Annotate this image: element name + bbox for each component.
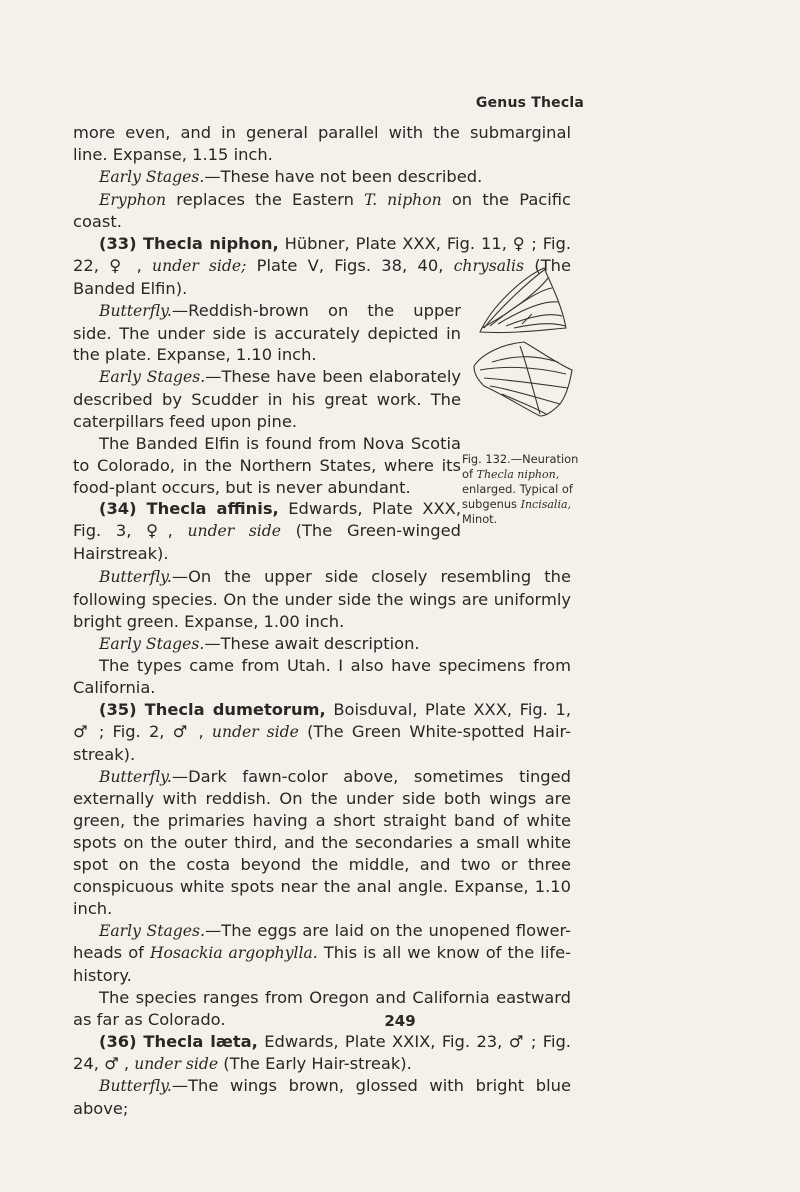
paragraph: Early Stages.—The eggs are laid on the unopened flower-heads of Hosackia argophylla. This is all we know of the life-history.: [73, 920, 572, 986]
page-number: 249: [384, 1012, 416, 1030]
paragraph: The types came from Utah. I also have specimens from California.: [73, 656, 571, 698]
running-header: Genus Thecla: [475, 95, 584, 111]
forewing-drawing: [480, 268, 566, 333]
paragraph: Butterfly.—Reddish-brown on the upper side. The under side is accurately depicted in the plate. Expanse, 1.10 inch.: [73, 300, 461, 365]
italic-label: Butterfly.: [99, 301, 172, 320]
figure-caption: Fig. 132.—Neuration of Thecla niphon, enlarged. Typical of subgenus Incisalia, Minot.: [462, 452, 579, 527]
species-heading: (36) Thecla læta,: [99, 1031, 258, 1051]
body-text-lower: [73, 566, 571, 1120]
italic-text: T. niphon: [364, 190, 442, 209]
hindwing-drawing: [474, 342, 572, 416]
paragraph: Early Stages.—These await description.: [99, 633, 420, 653]
wing-neuration-figure: [462, 266, 588, 450]
italic-label: Early Stages.: [99, 167, 205, 186]
species-entry: (33) Thecla niphon, Hübner, Plate XXX, Fig. 11, ♀ ; Fig. 22, ♀ , under side; Plate V, Figs. 38, 40, chrysalis (The Banded Elfin).: [73, 234, 571, 298]
paragraph: Early Stages.—These have not been described.: [99, 166, 483, 186]
species-entry: (34) Thecla affinis, Edwards, Plate XXX, Fig. 3, ♀, under side (The Green-winged Hairstreak).: [73, 499, 461, 564]
paragraph: Butterfly.—Dark fawn-color above, sometimes tinged externally with reddish. On the under side both wings are green, the primaries having a short straight band of white spots on the outer third, and the secondaries a small white spot on the costa beyond the middle, and two or three conspicuous white spots near the anal angle. Expanse, 1.10 inch.: [73, 766, 571, 918]
italic-text: Eryphon: [99, 190, 167, 209]
paragraph: The species ranges from Oregon and California eastward as far as Colorado.: [73, 988, 571, 1029]
italic-label: Early Stages.: [99, 634, 205, 653]
italic-label: Butterfly.: [99, 767, 172, 786]
italic-label: Early Stages.: [99, 368, 206, 387]
species-entry: (35) Thecla dumetorum, Boisduval, Plate XXX, Fig. 1, ♂ ; Fig. 2, ♂ , under side (The Green White-spotted Hair-streak).: [73, 700, 572, 764]
paragraph: Eryphon replaces the Eastern T. niphon on the Pacific coast.: [73, 189, 571, 232]
paragraph: more even, and in general parallel with the submarginal line. Expanse, 1.15 inch.: [73, 123, 571, 164]
paragraph: Early Stages.—These have been elaborately described by Scudder in his great work. The caterpillars feed upon pine.: [73, 367, 461, 431]
species-heading: (35) Thecla dumetorum,: [99, 700, 326, 720]
species-entry: (36) Thecla læta, Edwards, Plate XXIX, Fig. 23, ♂ ; Fig. 24, ♂ , under side (The Early Hair-streak).: [73, 1031, 571, 1073]
italic-label: Butterfly.: [99, 1077, 172, 1096]
paragraph: Butterfly.—The wings brown, glossed with bright blue above;: [73, 1076, 571, 1119]
italic-label: Butterfly.: [99, 568, 172, 586]
species-heading: (34) Thecla affinis,: [99, 499, 279, 519]
species-heading: (33) Thecla niphon,: [99, 234, 279, 254]
paragraph: Butterfly.—On the upper side closely resembling the following species. On the under side the wings are uniformly bright green. Expanse, 1.00 inch.: [73, 567, 571, 631]
italic-label: Early Stages.: [99, 921, 205, 940]
paragraph: The Banded Elfin is found from Nova Scotia to Colorado, in the Northern States, where its food-plant occurs, but is never abundant.: [73, 433, 461, 497]
